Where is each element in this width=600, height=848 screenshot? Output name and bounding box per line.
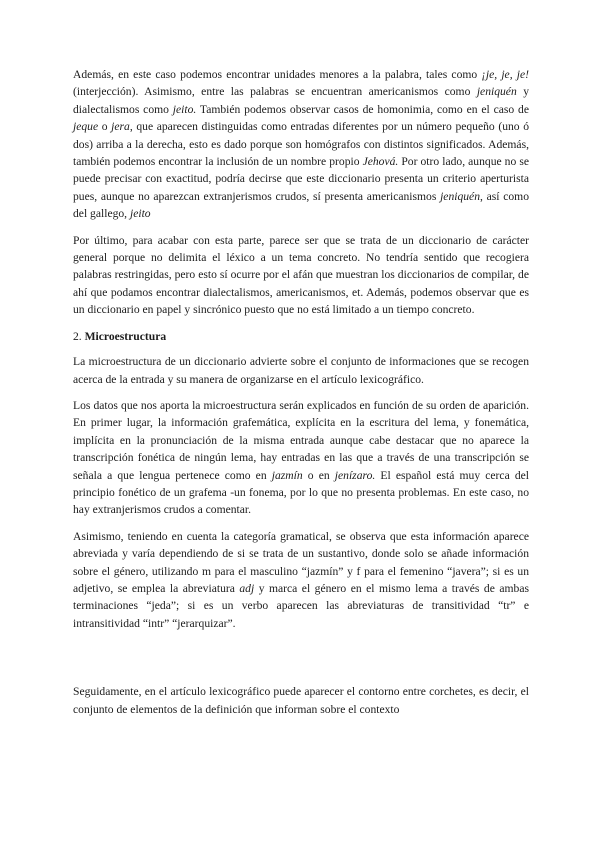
paragraph-contour: Seguidamente, en el artículo lexicográfico puede aparecer el contorno entre corchetes, es decir, el conjunto de elementos de la definición que informan sobre el contexto [73,685,529,716]
text-run: y marca el género en el mismo lema a través de ambas terminaciones “jeda”; si es un verbo aparecen las abreviaturas de transitividad “tr” e intransitividad “intr” “jerarquizar”. [73,581,529,630]
text-run: o [98,120,112,134]
italic-term: jeque [73,120,99,134]
section-number: 2. [73,329,85,343]
text-run: Por otro lado, aunque no se puede precisar con exactitud, podría decirse que este diccionario presenta un criterio aperturista pues, aunque no aparezcan extranjerismos crudos, sí presenta americanismos [73,155,529,203]
italic-term: jenízaro. [334,468,376,482]
text-run: , así como del gallego, [73,189,529,221]
paragraph-grammatical-category [73,528,529,632]
paragraph-grapheme-info [73,397,529,519]
text-run: El español está muy cerca del principio fonético de un grafema -un fonema, por lo que no presenta problemas. En este caso, no hay extranjerismos crudos a comentar. [73,468,529,517]
paragraph-general-dictionary: Por último, para acabar con esta parte, parece ser que se trata de un diccionario de carácter general porque no delimita el léxico a un tema concreto. No tendría sentido que recogiera palabras restringidas, pero esto sí ocurre por el afán que muestran los diccionarios de compilar, de ahí que podamos encontrar dialectalismos, americanismos, et. Además, podemos observar que es un diccionario en papel y sincrónico puesto que no está limitado a un tiempo concreto. [73,233,529,317]
italic-term: jeniquén [476,85,517,99]
italic-term: adj [239,581,255,595]
italic-term: jeniquén [440,189,480,203]
italic-term: ¡je, je, je! [481,68,529,81]
paragraph-lexicon [73,66,529,223]
text-run: (interjección). Asimismo, entre las palabras se encuentran americanismos como [73,85,477,99]
text-run: , que aparecen distinguidas como entradas diferentes por un número pequeño (uno ó dos) arriba a la derecha, esto es dado porque son homógrafos con distintos significados. Además, también podemos encontrar la inclusión de un nombre propio [73,120,530,169]
paragraph-microstructure-definition: La microestructura de un diccionario advierte sobre el conjunto de informaciones que se recogen acerca de la entrada y su manera de organizarse en el artículo lexicográfico. [73,355,529,386]
text-run: Los datos que nos aporta la microestructura serán explicados en función de su orden de aparición. En primer lugar, la información grafemática, explícita en la escritura del lema, y fonemática, implícita en la pronunciación de la misma entrada aunque cabe destacar que no aparece la transcripción fonética de ningún lema, hay entradas en las que a través de una transcripción se señala a que lengua pertenece como en [73,398,529,482]
section-title: Microestructura [84,329,167,343]
section-heading [73,328,529,345]
italic-term: jera [111,120,130,134]
italic-term: jazmín [271,468,303,482]
text-run: Además, en este caso podemos encontrar unidades menores a la palabra, tales como [73,68,482,81]
text-run: También podemos observar casos de homonimia, como en el caso de [196,102,529,116]
text-run: y dialectalismos como [73,85,529,116]
italic-term: Jehová. [362,155,399,169]
document-page [73,66,529,727]
text-run: o en [302,468,335,482]
italic-term: jeito. [172,102,197,116]
italic-term: jeito [129,207,151,221]
blank-space [73,641,529,683]
text-run: Asimismo, teniendo en cuenta la categoría gramatical, se observa que esta información aparece abreviada y varía dependiendo de si se trata de un sustantivo, donde solo se añade información sobre el género, utilizando m para el masculino “jazmín” y f para el femenino “javera”; si es un adjetivo, se emplea la abreviatura [73,529,529,595]
